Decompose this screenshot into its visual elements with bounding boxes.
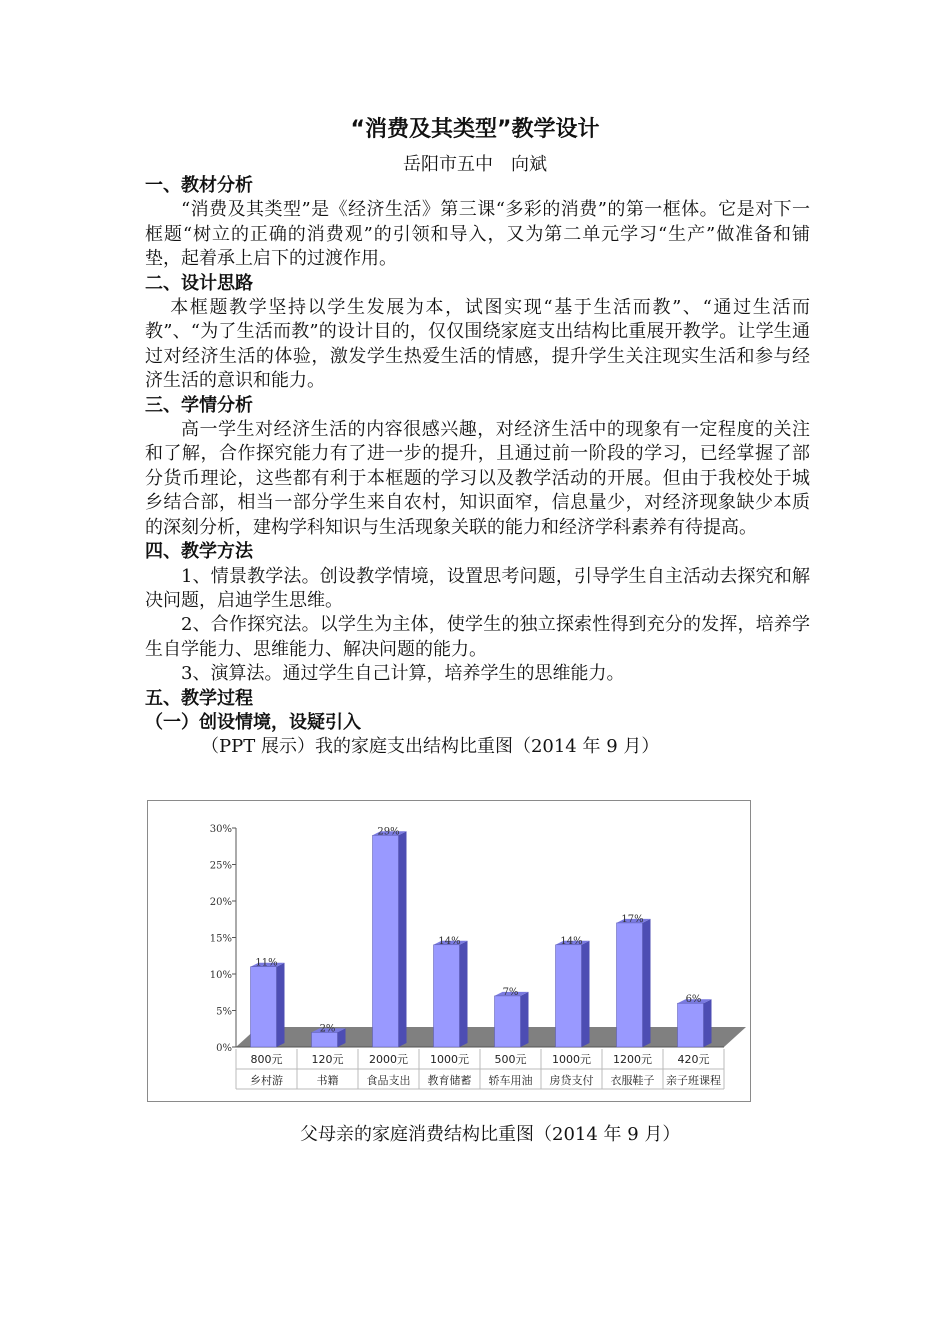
- bar: [495, 996, 521, 1047]
- bar-value-label: 11%: [255, 957, 278, 969]
- bar-side: [460, 941, 468, 1047]
- bar-value-label: 29%: [377, 826, 400, 838]
- bar-side: [521, 992, 529, 1047]
- chart-caption: （PPT 展示）我的家庭支出结构比重图（2014 年 9 月）: [201, 736, 660, 758]
- bar-value-label: 6%: [685, 994, 702, 1006]
- paragraph: 1、情景教学法。创设教学情境，设置思考问题，引导学生自主活动去探究和解决问题，启迪学生思维。: [145, 565, 810, 611]
- section-heading-5: 五、教学过程: [145, 687, 253, 709]
- amount-label: 120元: [311, 1053, 344, 1066]
- bar: [556, 945, 582, 1047]
- paragraph: 本框题教学坚持以学生发展为本，试图实现“基于生活而教”、“通过生活而教”、“为了生活而教”的设计目的，仅仅围绕家庭支出结构比重展开教学。让学生通过对经济生活的体验，激发学生热爱生活的情感，提升学生关注现实生活和参与经济生活的意识和能力。: [145, 297, 810, 392]
- category-label: 亲子班课程: [666, 1074, 721, 1087]
- category-label: 书籍: [316, 1074, 339, 1087]
- category-label: 教育储蓄: [427, 1074, 472, 1087]
- amount-label: 420元: [677, 1053, 710, 1066]
- document-author: 岳阳市五中 向斌: [403, 154, 547, 175]
- section-heading-2: 二、设计思路: [145, 272, 253, 294]
- expense-chart-svg: [148, 801, 750, 1101]
- category-label: 房贷支付: [549, 1074, 594, 1087]
- category-label: 衣服鞋子: [610, 1074, 655, 1087]
- paragraph: 3、演算法。通过学生自己计算，培养学生的思维能力。: [181, 663, 625, 685]
- amount-label: 1000元: [552, 1053, 591, 1066]
- amount-label: 1000元: [430, 1053, 469, 1066]
- y-tick-label: 0%: [216, 1043, 232, 1054]
- bar-side: [399, 831, 407, 1047]
- bar-value-label: 14%: [560, 935, 583, 947]
- amount-label: 2000元: [369, 1053, 408, 1066]
- document-body: [145, 174, 810, 760]
- y-tick-label: 25%: [209, 860, 232, 872]
- amount-label: 1200元: [613, 1053, 652, 1066]
- y-tick-label: 5%: [216, 1006, 232, 1018]
- paragraph: 高一学生对经济生活的内容很感兴趣，对经济生活中的现象有一定程度的关注和了解，合作探究能力有了进一步的提升，且通过前一阶段的学习，已经掌握了部分货币理论，这些都有利于本框题的学习以及教学活动的开展。但由于我校处于城乡结合部，相当一部分学生来自农村，知识面窄，信息量少，对经济现象缺少本质的深刻分析，建构学科知识与生活现象关联的能力和经济学科素养有待提高。: [145, 419, 810, 538]
- paragraph: 2、合作探究法。以学生为主体，使学生的独立探索性得到充分的发挥，培养学生自学能力、思维能力、解决问题的能力。: [145, 614, 810, 660]
- bar: [373, 835, 399, 1047]
- bar: [251, 967, 277, 1047]
- bar-value-label: 2%: [319, 1023, 336, 1035]
- bar: [678, 1003, 704, 1047]
- category-label: 乡村游: [250, 1074, 283, 1087]
- bar-value-label: 14%: [438, 935, 461, 947]
- bottom-caption: 父母亲的家庭消费结构比重图（2014 年 9 月）: [300, 1124, 681, 1145]
- category-label: 轿车用油: [488, 1074, 533, 1087]
- bar: [434, 945, 460, 1047]
- bar-side: [643, 919, 651, 1047]
- bar-side: [704, 999, 712, 1047]
- document-title: “消费及其类型”教学设计: [350, 117, 600, 142]
- expense-chart: [147, 800, 751, 1102]
- category-label: 食品支出: [366, 1074, 411, 1087]
- bar: [617, 923, 643, 1047]
- bar-side: [582, 941, 590, 1047]
- bar: [312, 1032, 338, 1047]
- amount-label: 800元: [250, 1053, 283, 1066]
- bar-value-label: 17%: [621, 913, 644, 925]
- section-heading-4: 四、教学方法: [145, 541, 253, 563]
- bar-value-label: 7%: [502, 986, 519, 998]
- section-heading-1: 一、教材分析: [145, 175, 253, 196]
- paragraph: “消费及其类型”是《经济生活》第三课“多彩的消费”的第一框体。它是对下一框题“树立的正确的消费观”的引领和导入，又为第二单元学习“生产”做准备和铺垫，起着承上启下的过渡作用。: [145, 199, 810, 270]
- bar-side: [277, 963, 285, 1047]
- subsection-heading: （一）创设情境，设疑引入: [145, 711, 361, 733]
- y-tick-label: 20%: [209, 897, 232, 908]
- amount-label: 500元: [494, 1053, 527, 1066]
- y-tick-label: 15%: [209, 933, 232, 945]
- section-heading-3: 三、学情分析: [145, 394, 253, 416]
- y-tick-label: 10%: [209, 970, 232, 981]
- y-tick-label: 30%: [209, 824, 232, 835]
